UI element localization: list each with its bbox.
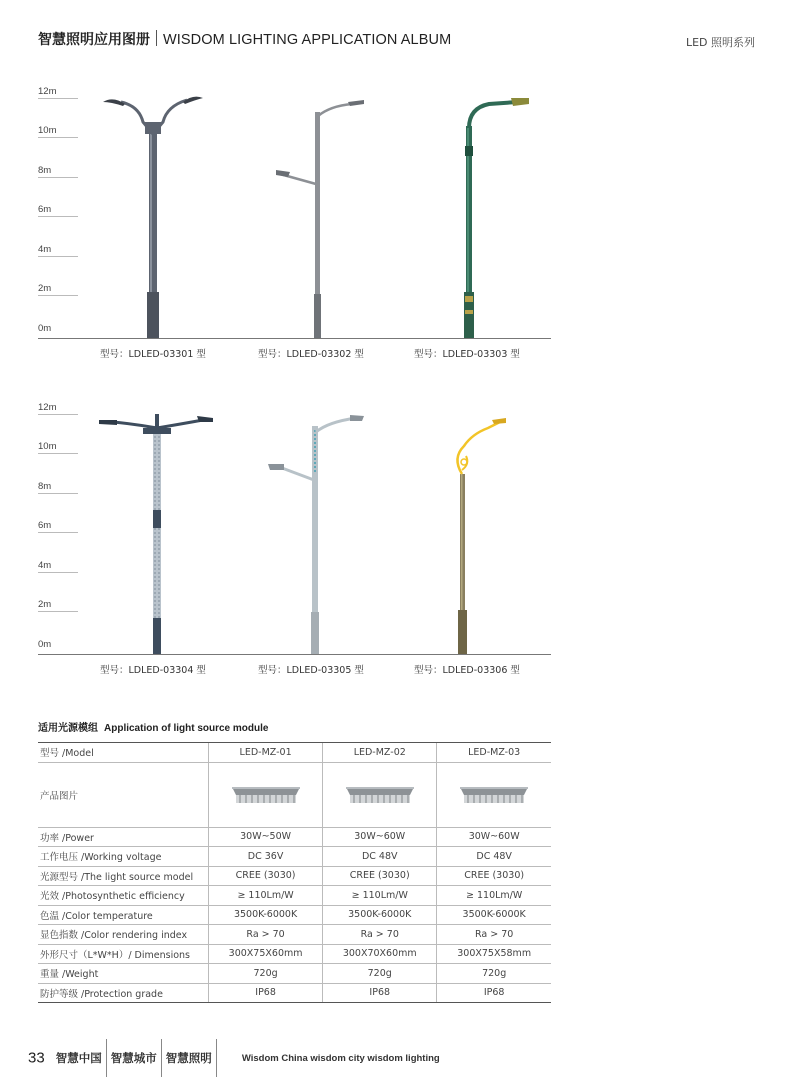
- scale-tick: 6m: [38, 204, 78, 217]
- value-cell: Ra > 70: [209, 925, 323, 945]
- pole-image-ldled-03306: [448, 414, 518, 656]
- pole-image-ldled-03303: [455, 96, 535, 340]
- scale-tick: 2m: [38, 283, 78, 296]
- header-divider: [156, 30, 157, 46]
- row-label: 功率 /Power: [38, 827, 209, 847]
- model-label: 型号：LDLED-03305 型: [258, 665, 364, 676]
- model-cell: LED-MZ-03: [437, 743, 551, 763]
- value-cell: CREE (3030): [323, 866, 437, 886]
- row-label: 防护等级 /Protection grade: [38, 983, 209, 1003]
- row-label: 色温 /Color temperature: [38, 905, 209, 925]
- value-cell: DC 48V: [437, 847, 551, 867]
- row-label: 光源型号 /The light source model: [38, 866, 209, 886]
- footer-cn-item: 智慧城市: [110, 1051, 157, 1065]
- table-row: [38, 905, 551, 925]
- value-cell: Ra > 70: [323, 925, 437, 945]
- model-label: 型号：LDLED-03304 型: [100, 665, 206, 676]
- header-title-en: WISDOM LIGHTING APPLICATION ALBUM: [163, 32, 452, 48]
- model-label: 型号：LDLED-03302 型: [258, 349, 364, 360]
- value-cell: CREE (3030): [209, 866, 323, 886]
- footer-divider: [216, 1039, 217, 1077]
- page-footer: [28, 1039, 440, 1077]
- module-image-cell: [323, 762, 437, 827]
- value-cell: IP68: [323, 983, 437, 1003]
- table-row: [38, 983, 551, 1003]
- table-row-image: [38, 762, 551, 827]
- pole-image-ldled-03304: [95, 412, 225, 656]
- scale-tick: 10m: [38, 441, 78, 454]
- scale-tick: 6m: [38, 520, 78, 533]
- table-row: [38, 925, 551, 945]
- model-label: 型号：LDLED-03303 型: [414, 349, 520, 360]
- led-module-image: [230, 781, 302, 805]
- row-label: 重量 /Weight: [38, 964, 209, 984]
- table-row: [38, 886, 551, 906]
- module-title-en: Application of light source module: [104, 723, 269, 734]
- value-cell: CREE (3030): [437, 866, 551, 886]
- pole-image-ldled-03305: [262, 412, 372, 656]
- model-label: 型号：LDLED-03301 型: [100, 349, 206, 360]
- footer-en: Wisdom China wisdom city wisdom lighting: [241, 1052, 440, 1064]
- spec-table: [38, 742, 551, 1003]
- value-cell: IP68: [437, 983, 551, 1003]
- row-label: 外形尺寸（L*W*H）/ Dimensions: [38, 944, 209, 964]
- value-cell: ≥ 110Lm/W: [323, 886, 437, 906]
- table-row: [38, 964, 551, 984]
- value-cell: ≥ 110Lm/W: [437, 886, 551, 906]
- module-image-cell: [209, 762, 323, 827]
- row-label: 型号 /Model: [38, 743, 209, 763]
- value-cell: DC 36V: [209, 847, 323, 867]
- pole-image-ldled-03302: [270, 98, 370, 340]
- model-label: 型号：LDLED-03306 型: [414, 665, 520, 676]
- table-row: [38, 866, 551, 886]
- value-cell: 3500K-6000K: [437, 905, 551, 925]
- scale-tick: 2m: [38, 599, 78, 612]
- module-section-title: [38, 719, 268, 734]
- footer-cn-item: 智慧中国: [55, 1051, 102, 1065]
- scale-tick: 0m: [38, 323, 52, 334]
- value-cell: ≥ 110Lm/W: [209, 886, 323, 906]
- module-title-cn: 适用光源模组: [38, 723, 98, 734]
- footer-divider: [161, 1039, 162, 1077]
- scale-tick: 0m: [38, 639, 52, 650]
- value-cell: 720g: [323, 964, 437, 984]
- value-cell: 720g: [437, 964, 551, 984]
- scale-tick: 12m: [38, 402, 78, 415]
- value-cell: Ra > 70: [437, 925, 551, 945]
- module-image-cell: [437, 762, 551, 827]
- footer-divider: [106, 1039, 107, 1077]
- value-cell: 3500K-6000K: [323, 905, 437, 925]
- row-label: 光效 /Photosynthetic efficiency: [38, 886, 209, 906]
- table-row: [38, 827, 551, 847]
- value-cell: 300X75X60mm: [209, 944, 323, 964]
- value-cell: 300X75X58mm: [437, 944, 551, 964]
- led-module-image: [458, 781, 530, 805]
- table-row: [38, 944, 551, 964]
- row-label: 工作电压 /Working voltage: [38, 847, 209, 867]
- row-label: 产品图片: [38, 762, 209, 827]
- value-cell: 300X70X60mm: [323, 944, 437, 964]
- table-row: [38, 847, 551, 867]
- page-header: [38, 29, 451, 49]
- scale-tick: 10m: [38, 125, 78, 138]
- scale-tick: 4m: [38, 244, 78, 257]
- series-label: LED 照明系列: [685, 36, 755, 49]
- scale-tick: 4m: [38, 560, 78, 573]
- value-cell: 3500K-6000K: [209, 905, 323, 925]
- footer-cn-item: 智慧照明: [165, 1051, 212, 1065]
- row-label: 显色指数 /Color rendering index: [38, 925, 209, 945]
- value-cell: 30W~60W: [323, 827, 437, 847]
- scale-tick: 12m: [38, 86, 78, 99]
- value-cell: 30W~60W: [437, 827, 551, 847]
- pole-image-ldled-03301: [95, 92, 215, 340]
- scale-tick: 8m: [38, 165, 78, 178]
- header-title-cn: 智慧照明应用图册: [38, 32, 150, 48]
- value-cell: 720g: [209, 964, 323, 984]
- value-cell: 30W~50W: [209, 827, 323, 847]
- model-cell: LED-MZ-02: [323, 743, 437, 763]
- scale-tick: 8m: [38, 481, 78, 494]
- led-module-image: [344, 781, 416, 805]
- value-cell: DC 48V: [323, 847, 437, 867]
- model-cell: LED-MZ-01: [209, 743, 323, 763]
- value-cell: IP68: [209, 983, 323, 1003]
- table-row-model: [38, 743, 551, 763]
- page-number: 33: [28, 1049, 45, 1067]
